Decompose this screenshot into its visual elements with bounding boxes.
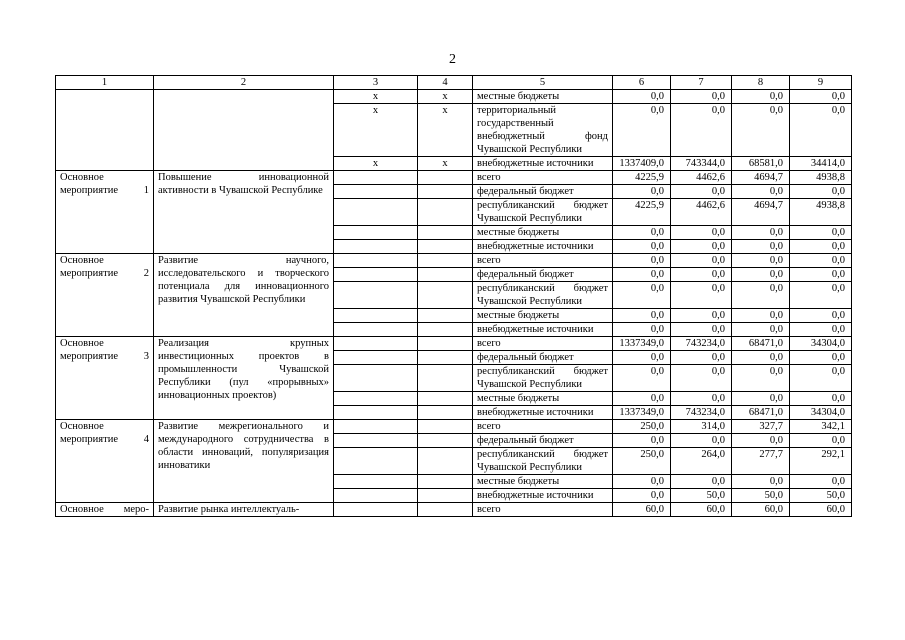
col3-cell (334, 365, 418, 392)
value-col9: 0,0 (790, 268, 852, 282)
value-col6: 1337349,0 (613, 406, 671, 420)
value-col6: 0,0 (613, 282, 671, 309)
col4-cell (418, 489, 473, 503)
table-row (56, 503, 852, 517)
value-col9: 0,0 (790, 282, 852, 309)
value-col6: 250,0 (613, 420, 671, 434)
col4-cell: x (418, 157, 473, 171)
col4-cell: x (418, 90, 473, 104)
col3-cell (334, 489, 418, 503)
col4-cell (418, 351, 473, 365)
funding-table (55, 75, 852, 517)
col3-cell (334, 351, 418, 365)
value-col8: 68471,0 (732, 406, 790, 420)
value-col9: 0,0 (790, 185, 852, 199)
col4-cell (418, 475, 473, 489)
col4-cell (418, 406, 473, 420)
value-col9: 34304,0 (790, 337, 852, 351)
value-col9: 0,0 (790, 475, 852, 489)
col4-cell (418, 434, 473, 448)
col3-cell (334, 171, 418, 185)
value-col9: 34304,0 (790, 406, 852, 420)
funding-source: местные бюджеты (473, 309, 613, 323)
value-col8: 0,0 (732, 282, 790, 309)
value-col7: 743234,0 (671, 337, 732, 351)
table-row (56, 337, 852, 351)
value-col8: 68581,0 (732, 157, 790, 171)
col4-cell (418, 268, 473, 282)
value-col9: 4938,8 (790, 199, 852, 226)
value-col6: 0,0 (613, 351, 671, 365)
value-col8: 0,0 (732, 392, 790, 406)
funding-source: республиканский бюджет Чувашской Республики (473, 199, 613, 226)
value-col7: 0,0 (671, 323, 732, 337)
value-col6: 4225,9 (613, 199, 671, 226)
event-title: Развитие научного, исследовательского и творческого потенциала для инновационного развития Чувашской Республики (154, 254, 334, 337)
value-col9: 0,0 (790, 226, 852, 240)
value-col8: 68471,0 (732, 337, 790, 351)
value-col6: 0,0 (613, 309, 671, 323)
funding-source: республиканский бюджет Чувашской Республики (473, 365, 613, 392)
value-col8: 4694,7 (732, 171, 790, 185)
funding-source: местные бюджеты (473, 90, 613, 104)
value-col6: 0,0 (613, 323, 671, 337)
col3-cell: x (334, 157, 418, 171)
header-cell: 3 (334, 76, 418, 90)
value-col7: 4462,6 (671, 171, 732, 185)
col3-cell (334, 240, 418, 254)
value-col6: 0,0 (613, 392, 671, 406)
value-col8: 277,7 (732, 448, 790, 475)
value-col6: 0,0 (613, 489, 671, 503)
value-col8: 0,0 (732, 90, 790, 104)
col3-cell (334, 420, 418, 434)
value-col9: 0,0 (790, 104, 852, 157)
col3-cell (334, 185, 418, 199)
value-col7: 743234,0 (671, 406, 732, 420)
col3-cell (334, 337, 418, 351)
value-col6: 0,0 (613, 90, 671, 104)
table-row (56, 90, 852, 104)
funding-source: внебюджетные источники (473, 489, 613, 503)
funding-source: местные бюджеты (473, 226, 613, 240)
value-col7: 60,0 (671, 503, 732, 517)
value-col9: 0,0 (790, 434, 852, 448)
value-col8: 60,0 (732, 503, 790, 517)
table-row (56, 254, 852, 268)
value-col8: 0,0 (732, 104, 790, 157)
table-row (56, 420, 852, 434)
value-col7: 0,0 (671, 309, 732, 323)
value-col7: 0,0 (671, 475, 732, 489)
col4-cell (418, 199, 473, 226)
header-cell: 4 (418, 76, 473, 90)
col4-cell (418, 420, 473, 434)
col4-cell (418, 240, 473, 254)
value-col9: 0,0 (790, 309, 852, 323)
event-label: Основное меро- (56, 503, 154, 517)
col4-cell (418, 226, 473, 240)
funding-source: федеральный бюджет (473, 185, 613, 199)
header-cell: 6 (613, 76, 671, 90)
header-cell: 5 (473, 76, 613, 90)
value-col7: 0,0 (671, 185, 732, 199)
value-col9: 0,0 (790, 90, 852, 104)
value-col9: 60,0 (790, 503, 852, 517)
funding-source: всего (473, 337, 613, 351)
header-row (56, 76, 852, 90)
event-title: Реализация крупных инвестиционных проектов в промышленности Чувашской Республики (пул «прорывных» инновационных проектов) (154, 337, 334, 420)
col3-cell (334, 309, 418, 323)
table-row (56, 171, 852, 185)
col3-cell (334, 268, 418, 282)
event-title-cell (154, 90, 334, 171)
value-col7: 50,0 (671, 489, 732, 503)
col3-cell (334, 434, 418, 448)
header-cell: 9 (790, 76, 852, 90)
col4-cell (418, 337, 473, 351)
value-col7: 0,0 (671, 226, 732, 240)
value-col8: 50,0 (732, 489, 790, 503)
col3-cell (334, 406, 418, 420)
value-col7: 0,0 (671, 282, 732, 309)
funding-source: республиканский бюджет Чувашской Республики (473, 448, 613, 475)
value-col7: 0,0 (671, 268, 732, 282)
value-col7: 264,0 (671, 448, 732, 475)
funding-source: всего (473, 420, 613, 434)
value-col9: 0,0 (790, 323, 852, 337)
value-col7: 0,0 (671, 240, 732, 254)
value-col8: 0,0 (732, 185, 790, 199)
header-cell: 8 (732, 76, 790, 90)
funding-source: федеральный бюджет (473, 268, 613, 282)
value-col6: 1337409,0 (613, 157, 671, 171)
col3-cell (334, 282, 418, 309)
event-title: Повышение инновационной активности в Чувашской Республике (154, 171, 334, 254)
value-col8: 0,0 (732, 434, 790, 448)
value-col6: 0,0 (613, 104, 671, 157)
value-col7: 743344,0 (671, 157, 732, 171)
header-cell: 1 (56, 76, 154, 90)
value-col8: 0,0 (732, 240, 790, 254)
value-col7: 0,0 (671, 90, 732, 104)
funding-source: местные бюджеты (473, 392, 613, 406)
value-col9: 0,0 (790, 351, 852, 365)
header-cell: 2 (154, 76, 334, 90)
col3-cell (334, 448, 418, 475)
value-col7: 0,0 (671, 365, 732, 392)
funding-source: местные бюджеты (473, 475, 613, 489)
event-label-cell (56, 90, 154, 171)
col4-cell: x (418, 104, 473, 157)
col3-cell (334, 503, 418, 517)
col3-cell: x (334, 90, 418, 104)
col3-cell (334, 323, 418, 337)
value-col6: 0,0 (613, 475, 671, 489)
value-col8: 0,0 (732, 226, 790, 240)
value-col8: 0,0 (732, 351, 790, 365)
col4-cell (418, 365, 473, 392)
funding-source: всего (473, 254, 613, 268)
funding-source: внебюджетные источники (473, 323, 613, 337)
value-col6: 4225,9 (613, 171, 671, 185)
col4-cell (418, 309, 473, 323)
value-col7: 4462,6 (671, 199, 732, 226)
value-col8: 0,0 (732, 268, 790, 282)
value-col9: 0,0 (790, 240, 852, 254)
value-col7: 314,0 (671, 420, 732, 434)
value-col7: 0,0 (671, 104, 732, 157)
value-col6: 0,0 (613, 434, 671, 448)
col3-cell (334, 226, 418, 240)
value-col8: 0,0 (732, 254, 790, 268)
value-col8: 0,0 (732, 475, 790, 489)
col3-cell (334, 254, 418, 268)
funding-source: внебюджетные источники (473, 406, 613, 420)
event-label: Основное мероприятие 3 (56, 337, 154, 420)
funding-source: федеральный бюджет (473, 351, 613, 365)
value-col9: 50,0 (790, 489, 852, 503)
event-label: Основное мероприятие 4 (56, 420, 154, 503)
value-col8: 327,7 (732, 420, 790, 434)
col4-cell (418, 185, 473, 199)
value-col9: 342,1 (790, 420, 852, 434)
value-col7: 0,0 (671, 392, 732, 406)
value-col8: 4694,7 (732, 199, 790, 226)
value-col7: 0,0 (671, 351, 732, 365)
col3-cell (334, 199, 418, 226)
value-col9: 0,0 (790, 392, 852, 406)
event-title: Развитие межрегионального и международного сотрудничества в области инноваций, популяризация инноватики (154, 420, 334, 503)
col4-cell (418, 323, 473, 337)
col4-cell (418, 282, 473, 309)
value-col7: 0,0 (671, 434, 732, 448)
col3-cell (334, 392, 418, 406)
col4-cell (418, 254, 473, 268)
col4-cell (418, 503, 473, 517)
funding-source: территориальный государственный внебюджетный фонд Чувашской Республики (473, 104, 613, 157)
event-label: Основное мероприятие 2 (56, 254, 154, 337)
value-col8: 0,0 (732, 323, 790, 337)
col3-cell: x (334, 104, 418, 157)
funding-source: федеральный бюджет (473, 434, 613, 448)
col4-cell (418, 392, 473, 406)
col4-cell (418, 448, 473, 475)
value-col6: 250,0 (613, 448, 671, 475)
funding-source: внебюджетные источники (473, 157, 613, 171)
value-col6: 0,0 (613, 185, 671, 199)
header-cell: 7 (671, 76, 732, 90)
value-col6: 0,0 (613, 365, 671, 392)
value-col9: 34414,0 (790, 157, 852, 171)
event-label: Основное мероприятие 1 (56, 171, 154, 254)
value-col9: 0,0 (790, 254, 852, 268)
page-number: 2 (449, 52, 456, 67)
value-col8: 0,0 (732, 309, 790, 323)
value-col6: 60,0 (613, 503, 671, 517)
value-col6: 0,0 (613, 268, 671, 282)
funding-source: внебюджетные источники (473, 240, 613, 254)
col4-cell (418, 171, 473, 185)
funding-source: республиканский бюджет Чувашской Республики (473, 282, 613, 309)
funding-source: всего (473, 503, 613, 517)
value-col6: 0,0 (613, 240, 671, 254)
event-title: Развитие рынка интеллектуаль- (154, 503, 334, 517)
funding-source: всего (473, 171, 613, 185)
value-col9: 4938,8 (790, 171, 852, 185)
value-col9: 292,1 (790, 448, 852, 475)
value-col6: 1337349,0 (613, 337, 671, 351)
value-col6: 0,0 (613, 254, 671, 268)
table-body (56, 90, 852, 517)
value-col9: 0,0 (790, 365, 852, 392)
value-col8: 0,0 (732, 365, 790, 392)
value-col6: 0,0 (613, 226, 671, 240)
value-col7: 0,0 (671, 254, 732, 268)
col3-cell (334, 475, 418, 489)
